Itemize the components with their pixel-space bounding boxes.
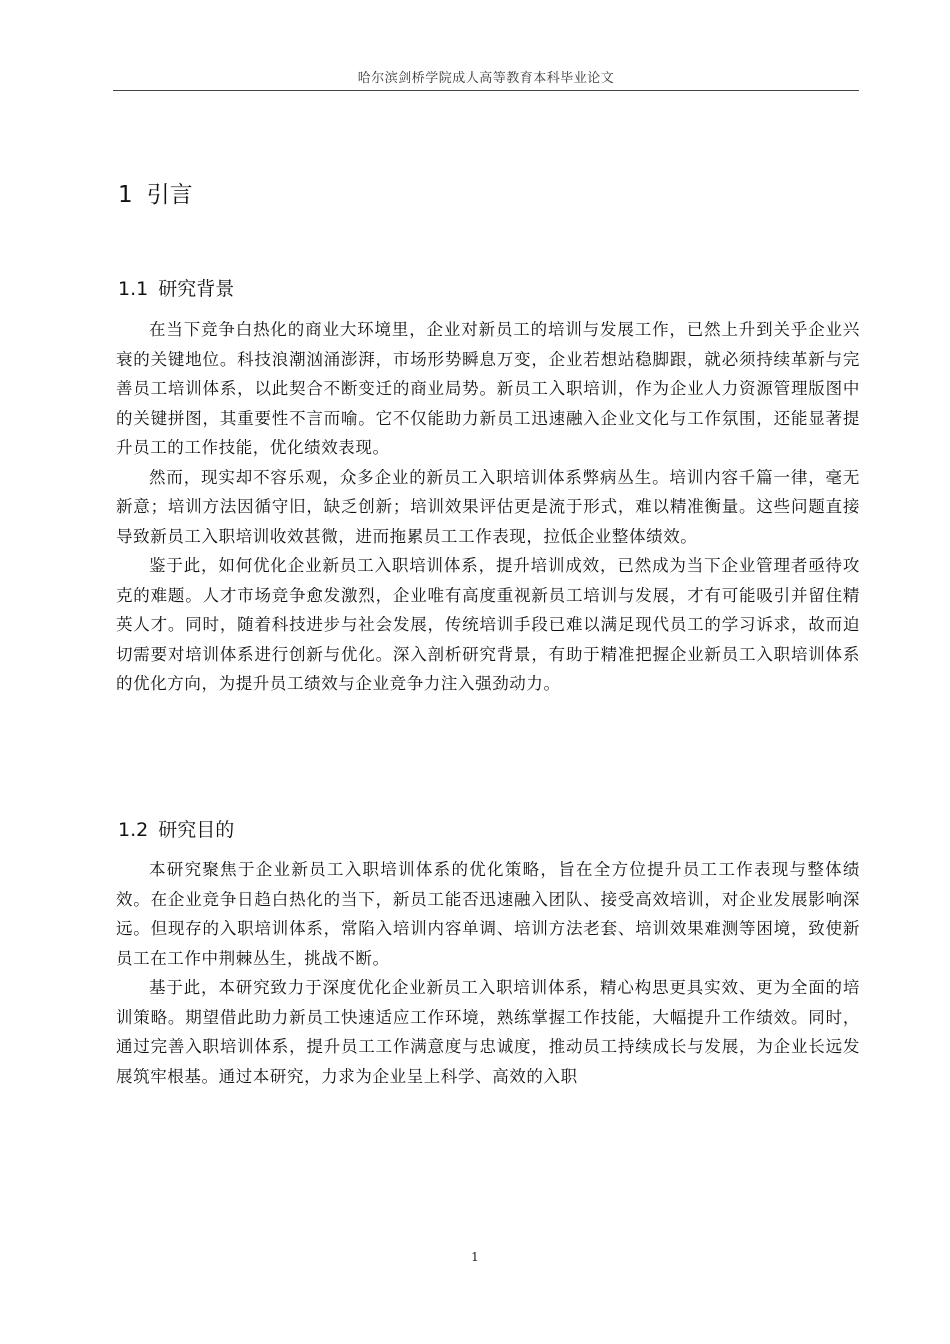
- section-body-background: [116, 315, 860, 699]
- paragraph: 鉴于此，如何优化企业新员工入职培训体系，提升培训成效，已然成为当下企业管理者亟待攻克的难题。人才市场竞争愈发激烈，企业唯有高度重视新员工培训与发展，才有可能吸引并留住精英人才。同时，随着科技进步与社会发展，传统培训手段已难以满足现代员工的学习诉求，故而迫切需要对培训体系进行创新与优化。深入剖析研究背景，有助于精准把握企业新员工入职培训体系的优化方向，为提升员工绩效与企业竞争力注入强劲动力。: [116, 556, 860, 693]
- section-title-text: 研究背景: [158, 278, 235, 300]
- paragraph: 然而，现实却不容乐观，众多企业的新员工入职培训体系弊病丛生。培训内容千篇一律，毫无新意；培训方法因循守旧，缺乏创新；培训效果评估更是流于形式，难以精准衡量。这些问题直接导致新员工入职培训收效甚微，进而拖累员工工作表现，拉低企业整体绩效。: [116, 467, 860, 546]
- paragraph: 本研究聚焦于企业新员工入职培训体系的优化策略，旨在全方位提升员工工作表现与整体绩效。在企业竞争日趋白热化的当下，新员工能否迅速融入团队、接受高效培训，对企业发展影响深远。但现存的入职培训体系，常陷入培训内容单调、培训方法老套、培训效果难测等困境，致使新员工在工作中荆棘丛生，挑战不断。: [116, 860, 860, 968]
- section-title-purpose: [118, 815, 234, 842]
- page-number: 1: [471, 1250, 479, 1264]
- section-number: 1.1: [118, 278, 149, 300]
- chapter-title-text: 引言: [146, 182, 193, 208]
- chapter-title: [118, 176, 193, 209]
- chapter-number: 1: [118, 182, 133, 208]
- page-header: 哈尔滨剑桥学院成人高等教育本科毕业论文: [113, 67, 859, 91]
- section-title-text: 研究目的: [158, 819, 235, 841]
- section-number: 1.2: [118, 819, 149, 841]
- section-title-background: [118, 274, 234, 301]
- section-body-purpose: [116, 855, 860, 1091]
- paragraph: 基于此，本研究致力于深度优化企业新员工入职培训体系，精心构思更具实效、更为全面的培训策略。期望借此助力新员工快速适应工作环境，熟练掌握工作技能，大幅提升工作绩效。同时，通过完善入职培训体系，提升员工工作满意度与忠诚度，推动员工持续成长与发展，为企业长远发展筑牢根基。通过本研究，力求为企业呈上科学、高效的入职: [116, 978, 860, 1086]
- paragraph: 在当下竞争白热化的商业大环境里，企业对新员工的培训与发展工作，已然上升到关乎企业兴衰的关键地位。科技浪潮汹涌澎湃，市场形势瞬息万变，企业若想站稳脚跟，就必须持续革新与完善员工培训体系，以此契合不断变迁的商业局势。新员工入职培训，作为企业人力资源管理版图中的关键拼图，其重要性不言而喻。它不仅能助力新员工迅速融入企业文化与工作氛围，还能显著提升员工的工作技能，优化绩效表现。: [116, 320, 860, 457]
